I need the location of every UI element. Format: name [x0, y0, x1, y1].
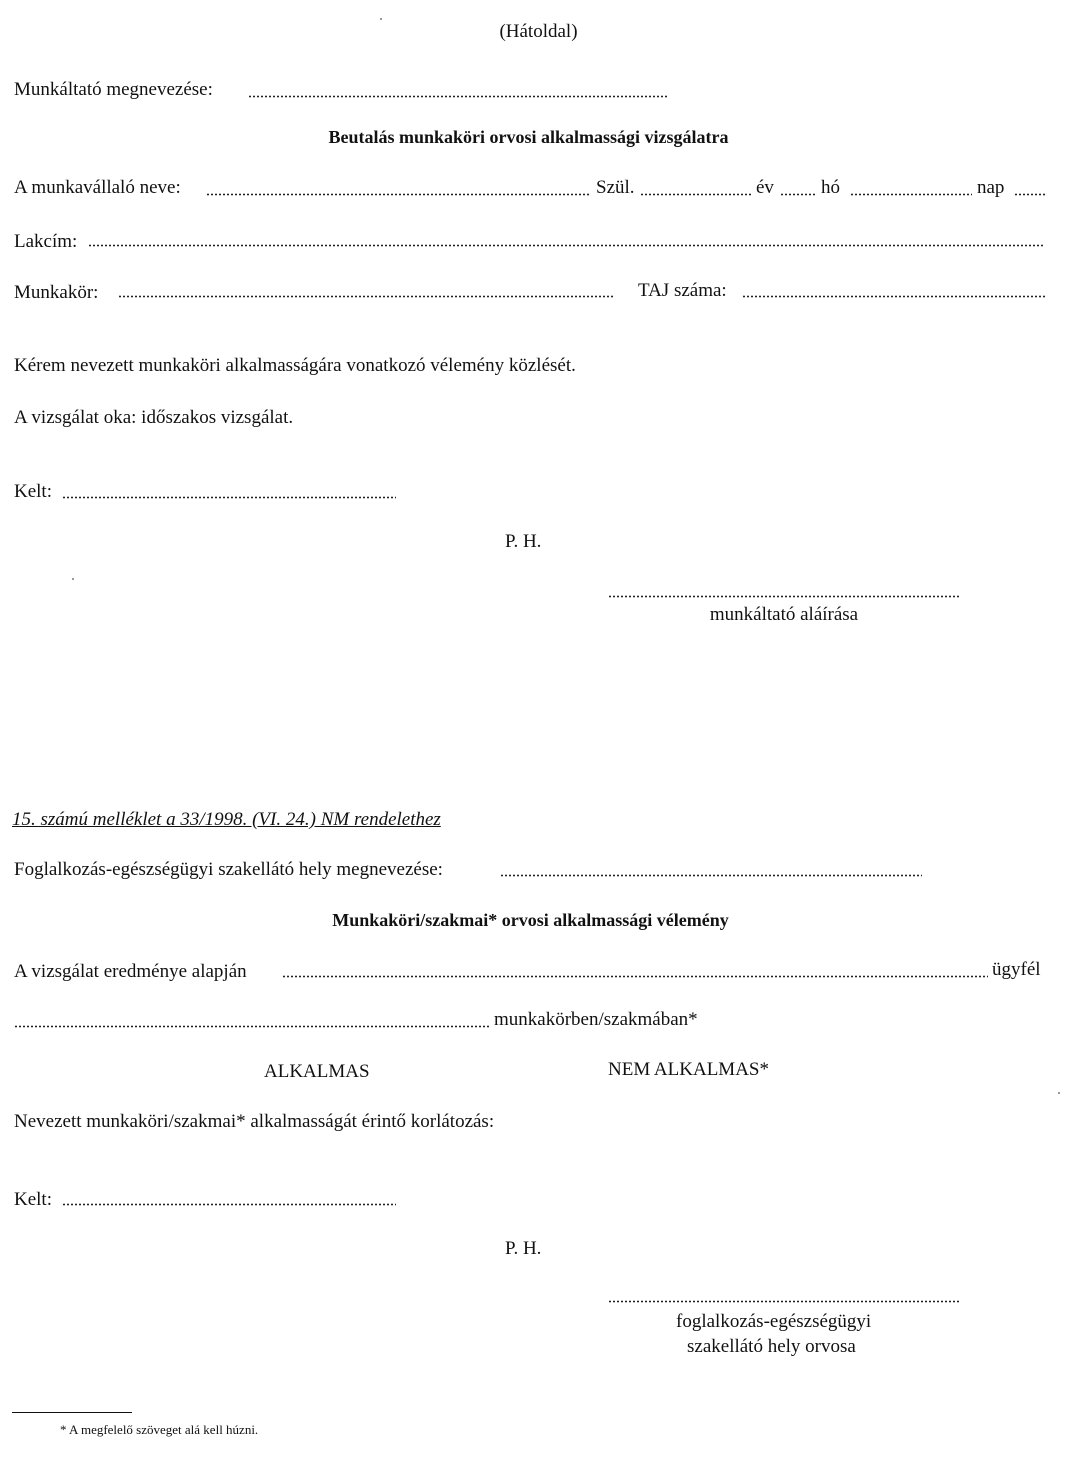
client-label: ügyfél [992, 959, 1041, 980]
month-label: hó [821, 177, 840, 198]
request-text: Kérem nevezett munkaköri alkalmasságára vonatkozó vélemény közlését. [14, 355, 576, 376]
worker-name-label: A munkavállaló neve: [14, 177, 181, 198]
day-label: nap [977, 177, 1005, 198]
employer-field[interactable] [248, 95, 668, 98]
opinion-heading: Munkaköri/szakmai* orvosi alkalmassági vélemény [332, 910, 729, 930]
footnote-rule [12, 1412, 132, 1413]
worker-name-field[interactable] [206, 193, 590, 196]
referral-stamp: P. H. [505, 531, 542, 552]
annex-job-label: munkakörben/szakmában* [494, 1009, 698, 1030]
annex-title: 15. számú melléklet a 33/1998. (VI. 24.) NM rendelethez [12, 809, 441, 830]
unfit-option[interactable]: NEM ALKALMAS* [608, 1059, 769, 1080]
scan-speck [72, 578, 74, 580]
provider-label: Foglalkozás-egészségügyi szakellátó hely megnevezése: [14, 859, 443, 880]
referral-heading: Beutalás munkaköri orvosi alkalmassági vizsgálatra [328, 127, 729, 147]
employer-label: Munkáltató megnevezése: [14, 79, 213, 100]
annex-job-field[interactable] [14, 1025, 490, 1028]
job-label: Munkakör: [14, 282, 99, 303]
annex-date-label: Kelt: [14, 1189, 52, 1210]
scan-speck [1058, 1092, 1060, 1094]
footnote-text: * A megfelelő szöveget alá kell húzni. [60, 1422, 259, 1437]
birth-day-tail-field[interactable] [1014, 193, 1046, 196]
year-label: év [756, 177, 774, 198]
provider-field[interactable] [500, 874, 922, 877]
employer-signature-field[interactable] [608, 595, 960, 598]
birth-month-field[interactable] [780, 193, 816, 196]
referral-date-label: Kelt: [14, 481, 52, 502]
page-title: (Hátoldal) [499, 21, 578, 42]
annex-date-field[interactable] [62, 1203, 396, 1206]
doctor-signature-caption-2: szakellátó hely orvosa [687, 1336, 856, 1357]
address-label: Lakcím: [14, 231, 78, 252]
fit-option[interactable]: ALKALMAS [264, 1061, 370, 1082]
result-name-field[interactable] [282, 975, 988, 978]
birth-day-field[interactable] [850, 193, 972, 196]
reason-text: A vizsgálat oka: időszakos vizsgálat. [14, 407, 294, 428]
restriction-text: Nevezett munkaköri/szakmai* alkalmasságát érintő korlátozás: [14, 1111, 495, 1132]
birth-label: Szül. [596, 177, 635, 198]
birth-year-field[interactable] [640, 193, 752, 196]
result-label: A vizsgálat eredménye alapján [14, 961, 247, 982]
job-field[interactable] [118, 295, 614, 298]
taj-field[interactable] [742, 295, 1046, 298]
referral-date-field[interactable] [62, 496, 396, 499]
doctor-signature-field[interactable] [608, 1300, 960, 1303]
doctor-signature-caption-1: foglalkozás-egészségügyi [676, 1311, 872, 1332]
taj-label: TAJ száma: [638, 280, 727, 301]
address-field[interactable] [88, 244, 1044, 247]
scan-speck [380, 18, 382, 20]
annex-stamp: P. H. [505, 1238, 542, 1259]
employer-signature-caption: munkáltató aláírása [709, 604, 859, 625]
